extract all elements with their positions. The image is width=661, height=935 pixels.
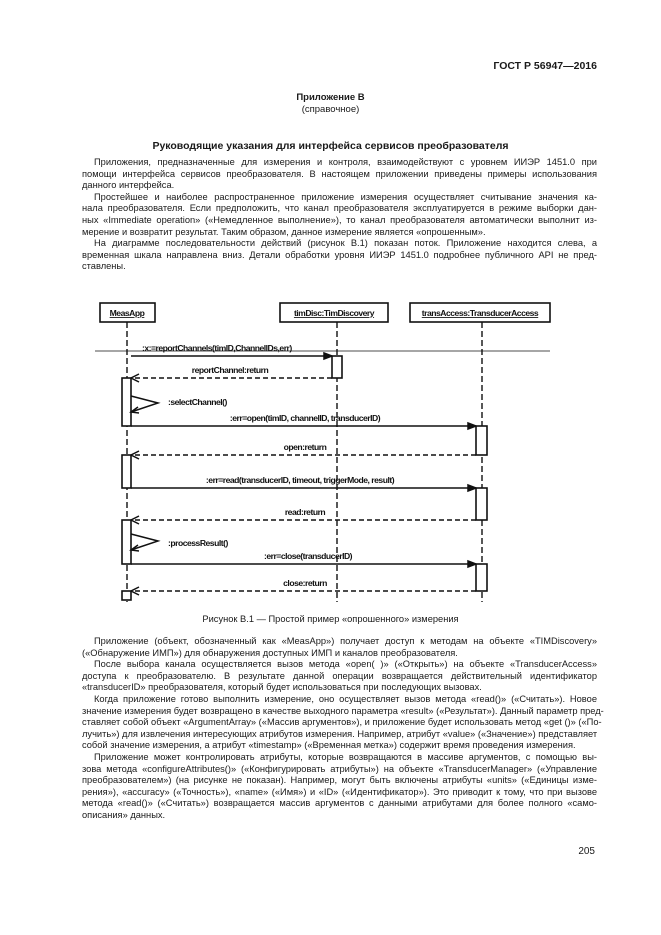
- paragraph-line: помощи интерфейса сервисов преобразователя. В настоящем приложении приведены примеры использования: [82, 168, 597, 179]
- paragraph-line: Приложение может контролировать атрибуты, которые возвращаются в массиве аргументов, с помощью вы-: [94, 751, 597, 762]
- paragraph-line: мерение и возвратит результат. Таким образом, данное измерение является «опрошенным».: [82, 226, 486, 237]
- message-label: :x:=reportChannels(timID,ChannelIDs,err): [142, 343, 292, 353]
- paragraph-line: («Обнаружение ИМП») для обнаружения доступных ИМП и каналов преобразователя.: [82, 647, 458, 658]
- standard-header: ГОСТ Р 56947—2016: [493, 60, 597, 72]
- message-label: :err=open(timID, channelID, transducerID): [229, 413, 381, 423]
- section-title: Руководящие указания для интерфейса сервисов преобразователя: [152, 140, 509, 152]
- paragraph-line: Когда приложение готово выполнить измерение, оно осуществляет вызов метода «read()» («Считать»). Новое: [94, 693, 597, 704]
- paragraph-line: Приложения, предназначенные для измерения и контроля, взаимодействуют с уровнем ИИЭР 1451.0 при: [94, 157, 597, 167]
- paragraph-line: нала преобразователя. Если предположить, что канал преобразователя эксплуатируется в режиме выборки дан-: [82, 203, 597, 214]
- appendix-subtitle: (справочное): [301, 104, 360, 115]
- paragraph-line: преобразователем») (на рисунке не показан). Например, могут быть включены атрибуты «units» («Единицы изме-: [82, 775, 597, 786]
- paragraph-line: После выбора канала осуществляется вызов метода «open( )» («Открыть») на объекте «TransducerAccess»: [94, 659, 597, 670]
- paragraph-line: Приложение (объект, обозначенный как «MeasApp») получает доступ к методам на объекте «TIMDiscovery»: [94, 636, 597, 646]
- paragraph-line: Простейшее и наиболее распространенное приложение измерения осуществляет считывание значения ка-: [94, 191, 597, 202]
- paragraph-line: собой значение измерения, а атрибут «timestamp» («Временная метка») содержит время проведения измерения.: [82, 740, 576, 751]
- message-label: open:return: [283, 442, 327, 452]
- paragraph-line: ных «Immediate operation» («Немедленное выполнение»), то канал преобразователя автоматически выполнит из-: [82, 214, 597, 225]
- message-label: reportChannel:return: [191, 365, 269, 375]
- paragraph-line: ставлены.: [82, 261, 126, 272]
- paragraph-line: ставляет собой объект «ArgumentArray» («Массив аргументов»), и приложение будет использовать метод «get ()» («По-: [82, 717, 602, 728]
- message-label: :processResult(): [168, 538, 228, 548]
- lifeline-label-transaccess: transAccess:TransducerAccess: [421, 308, 539, 318]
- paragraph-line: доступа к преобразователю. В результате данной операции возвращается действительный идентификатор: [82, 670, 597, 681]
- message-label: :selectChannel(): [168, 397, 227, 407]
- paragraph-line: метода «read()» («Считать») возвращается массив аргументов с данными атрибутами для более полного «само-: [82, 798, 597, 809]
- lifeline-label-measapp: MeasApp: [109, 308, 145, 318]
- paragraph-line: значение измерения будет возвращено в качестве выходного параметра «result» («Результат»). Данный параметр пред-: [82, 705, 604, 716]
- paragraph-line: лучить») для извлечения интересующих атрибутов измерения. Например, атрибут «value» («Значение») представляет: [82, 728, 598, 739]
- figure-caption: Рисунок В.1 — Простой пример «опрошенного» измерения: [202, 614, 459, 624]
- paragraph-line: данного интерфейса.: [82, 180, 175, 191]
- paragraph-line: «transducerID» преобразователя, который будет использоваться при последующих вызовах.: [82, 682, 482, 693]
- message-label: :err=read(transducerID, timeout, triggerMode, result): [205, 475, 395, 485]
- paragraph-line: временная шкала направлена вниз. Детали обработки уровня ИИЭР 1451.0 подробнее публичного API не пред-: [82, 249, 597, 260]
- paragraph-line: На диаграмме последовательности действий (рисунок В.1) показан поток. Приложение находится слева, а: [94, 238, 597, 249]
- paragraph-line: рения»), «accuracy» («Точность»), «name» («Имя») и «ID» («Идентификатор»). Это приводит к тому, что при вызове: [82, 786, 597, 797]
- page-number: 205: [578, 846, 595, 857]
- paragraph-line: зова метода «configureAttributes()» («Конфигурировать атрибуты») на объекте «TransducerManager» («Управление: [82, 763, 597, 774]
- body-text: [82, 636, 604, 822]
- appendix-title: Приложение В: [296, 92, 365, 103]
- message-label: :err=close(transducerID): [263, 551, 353, 561]
- lifeline-label-timdisc: timDisc:TimDiscovery: [293, 308, 375, 318]
- paragraph-line: описания» данных.: [82, 809, 166, 820]
- message-label: close:return: [283, 578, 327, 588]
- message-label: read:return: [284, 507, 326, 517]
